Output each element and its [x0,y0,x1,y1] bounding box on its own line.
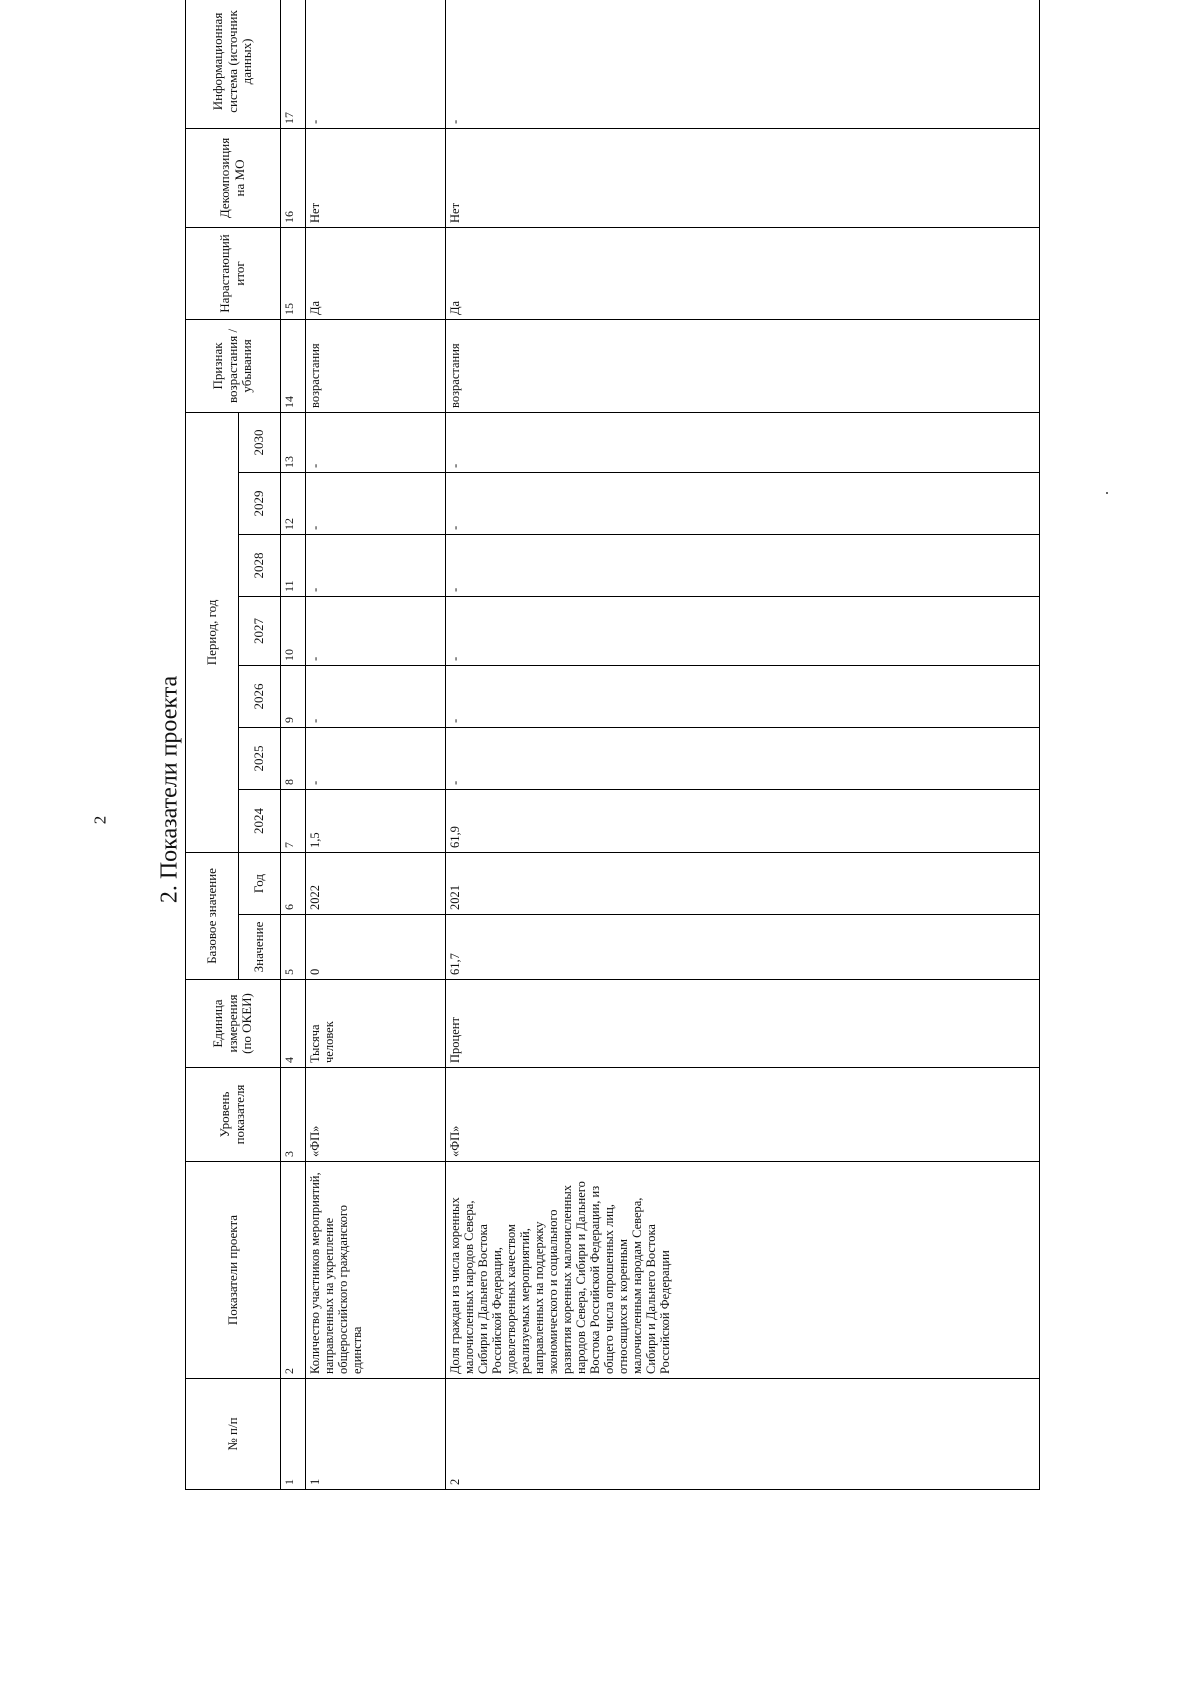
value-2024: 1,5 [306,789,446,852]
decomposition: Нет [446,128,1040,227]
header-year-2030: 2030 [239,412,281,472]
indicator-name: Количество участников мероприятий, направленных на укрепление общероссийского гражданского единства [306,1162,446,1379]
column-number: 16 [281,128,306,227]
value-2026: - [306,665,446,727]
value-2024: 61,9 [446,789,1040,852]
header-cumulative: Нарастающий итог [186,227,281,319]
base-value: 61,7 [446,915,1040,980]
column-number: 12 [281,472,306,534]
row-number: 1 [306,1379,446,1490]
column-number: 2 [281,1162,306,1379]
header-base-year: Год [239,852,281,914]
info-system: - [446,0,1040,128]
value-2027: - [306,596,446,665]
header-year-2027: 2027 [239,596,281,665]
header-period: Период, год [186,412,239,852]
base-year: 2021 [446,852,1040,914]
row-number: 2 [446,1379,1040,1490]
header-base-value: Значение [239,915,281,980]
header-info-system: Информационная система (источник данных) [186,0,281,128]
value-2030: - [306,412,446,472]
header-year-2024: 2024 [239,789,281,852]
column-number: 15 [281,227,306,319]
indicators-table [185,0,1040,1490]
column-number: 6 [281,852,306,914]
cumulative-total: Да [306,227,446,319]
value-2025: - [446,727,1040,789]
value-2027: - [446,596,1040,665]
column-number: 7 [281,789,306,852]
indicator-level: «ФП» [306,1068,446,1162]
column-number: 13 [281,412,306,472]
growth-sign: возрастания [446,319,1040,412]
column-number: 9 [281,665,306,727]
header-year-2025: 2025 [239,727,281,789]
indicator-name: Доля граждан из числа коренных малочисленных народов Севера, Сибири и Дальнего Востока Российской Федерации, удовлетворенных качеством реализуемых мероприятий, направленных на поддержку экономического и социального развития коренных малочисленных народов Севера, Сибири и Дальнего Востока Российской Федерации, из общего числа опрошенных лиц, относящихся к коренным малочисленным народам Севера, Сибири и Дальнего Востока Российской Федерации [446,1162,1040,1379]
value-2030: - [446,412,1040,472]
column-number: 11 [281,534,306,596]
column-number: 17 [281,0,306,128]
column-number: 5 [281,915,306,980]
column-number: 1 [281,1379,306,1490]
header-growth: Признак возрастания /убывания [186,319,281,412]
value-2028: - [306,534,446,596]
column-number: 10 [281,596,306,665]
column-number: 8 [281,727,306,789]
value-2026: - [446,665,1040,727]
info-system: - [306,0,446,128]
value-2028: - [446,534,1040,596]
column-number: 14 [281,319,306,412]
header-year-2028: 2028 [239,534,281,596]
table-row [306,0,446,1490]
value-2029: - [306,472,446,534]
header-unit: Единица измерения (по ОКЕИ) [186,980,281,1068]
value-2025: - [306,727,446,789]
table-row [446,0,1040,1490]
header-level: Уровень показателя [186,1068,281,1162]
rotated-table-frame [185,10,1040,1490]
cumulative-total: Да [446,227,1040,319]
header-decomposition: Декомпозиция на МО [186,128,281,227]
header-num: № п/п [186,1379,281,1490]
table-container [185,10,1040,1490]
header-row-1 [186,0,239,1490]
decomposition: Нет [306,128,446,227]
column-number: 3 [281,1068,306,1162]
page-title: 2. Показатели проекта [156,675,183,904]
indicator-unit: Тысяча человек [306,980,446,1068]
base-year: 2022 [306,852,446,914]
indicator-unit: Процент [446,980,1040,1068]
column-number: 4 [281,980,306,1068]
header-year-2029: 2029 [239,472,281,534]
base-value: 0 [306,915,446,980]
header-base: Базовое значение [186,852,239,979]
indicator-level: «ФП» [446,1068,1040,1162]
page-number: 2 [90,815,110,825]
growth-sign: возрастания [306,319,446,412]
header-year-2026: 2026 [239,665,281,727]
header-indicator: Показатели проекта [186,1162,281,1379]
column-number-row [281,0,306,1490]
value-2029: - [446,472,1040,534]
scan-speck [1106,492,1108,494]
